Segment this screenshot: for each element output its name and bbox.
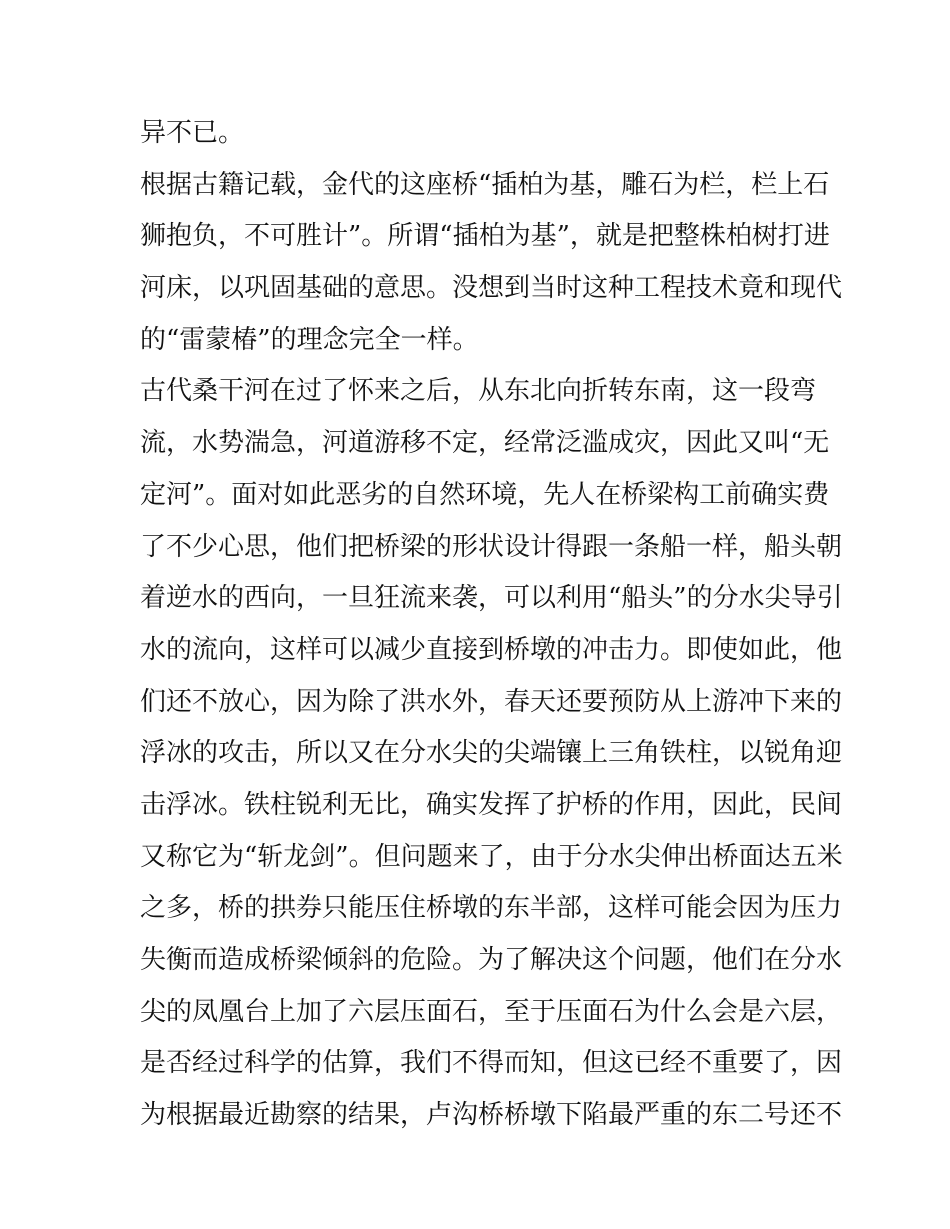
text-line: 狮抱负，不可胜计”。所谓“插柏为基”，就是把整株柏树打进 bbox=[140, 221, 830, 252]
text-line: 失衡而造成桥梁倾斜的危险。为了解决这个问题，他们在分水 bbox=[140, 945, 843, 975]
text-line: 击浮冰。铁柱锐利无比，确实发挥了护桥的作用，因此，民间 bbox=[140, 789, 843, 820]
text-line: 着逆水的西向，一旦狂流来袭，可以利用“船头”的分水尖导引 bbox=[140, 583, 843, 614]
text-line: 是否经过科学的估算，我们不得而知，但这已经不重要了，因 bbox=[140, 1048, 843, 1079]
text-line: 流，水势湍急，河道游移不定，经常泛滥成灾，因此又叫“无 bbox=[140, 428, 830, 459]
text-line: 浮冰的攻击，所以又在分水尖的尖端镶上三角铁柱，以锐角迎 bbox=[140, 738, 843, 769]
text-line: 定河”。面对如此恶劣的自然环境，先人在桥梁构工前确实费 bbox=[140, 479, 830, 510]
body-text bbox=[140, 108, 843, 1142]
text-line: 之多，桥的拱券只能压住桥墩的东半部，这样可能会因为压力 bbox=[140, 893, 843, 924]
text-line: 了不少心思，他们把桥梁的形状设计得跟一条船一样，船头朝 bbox=[140, 531, 843, 562]
text-line: 水的流向，这样可以减少直接到桥墩的冲击力。即使如此，他 bbox=[140, 634, 843, 665]
text-line: 异不已。 bbox=[140, 118, 245, 148]
text-line: 古代桑干河在过了怀来之后，从东北向折转东南，这一段弯 bbox=[140, 376, 817, 407]
text-line: 为根据最近勘察的结果，卢沟桥桥墩下陷最严重的东二号还不 bbox=[140, 1100, 843, 1131]
text-line: 河床，以巩固基础的意思。没想到当时这种工程技术竟和现代 bbox=[140, 273, 843, 304]
text-line: 尖的凤凰台上加了六层压面石，至于压面石为什么会是六层， bbox=[140, 996, 843, 1027]
text-line: 又称它为“斩龙剑”。但问题来了，由于分水尖伸出桥面达五米 bbox=[140, 841, 843, 872]
text-line: 们还不放心，因为除了洪水外，春天还要预防从上游冲下来的 bbox=[140, 686, 843, 717]
text-line: 根据古籍记载，金代的这座桥“插柏为基，雕石为栏，栏上石 bbox=[140, 169, 830, 200]
text-line: 的“雷蒙椿”的理念完全一样。 bbox=[140, 324, 479, 355]
